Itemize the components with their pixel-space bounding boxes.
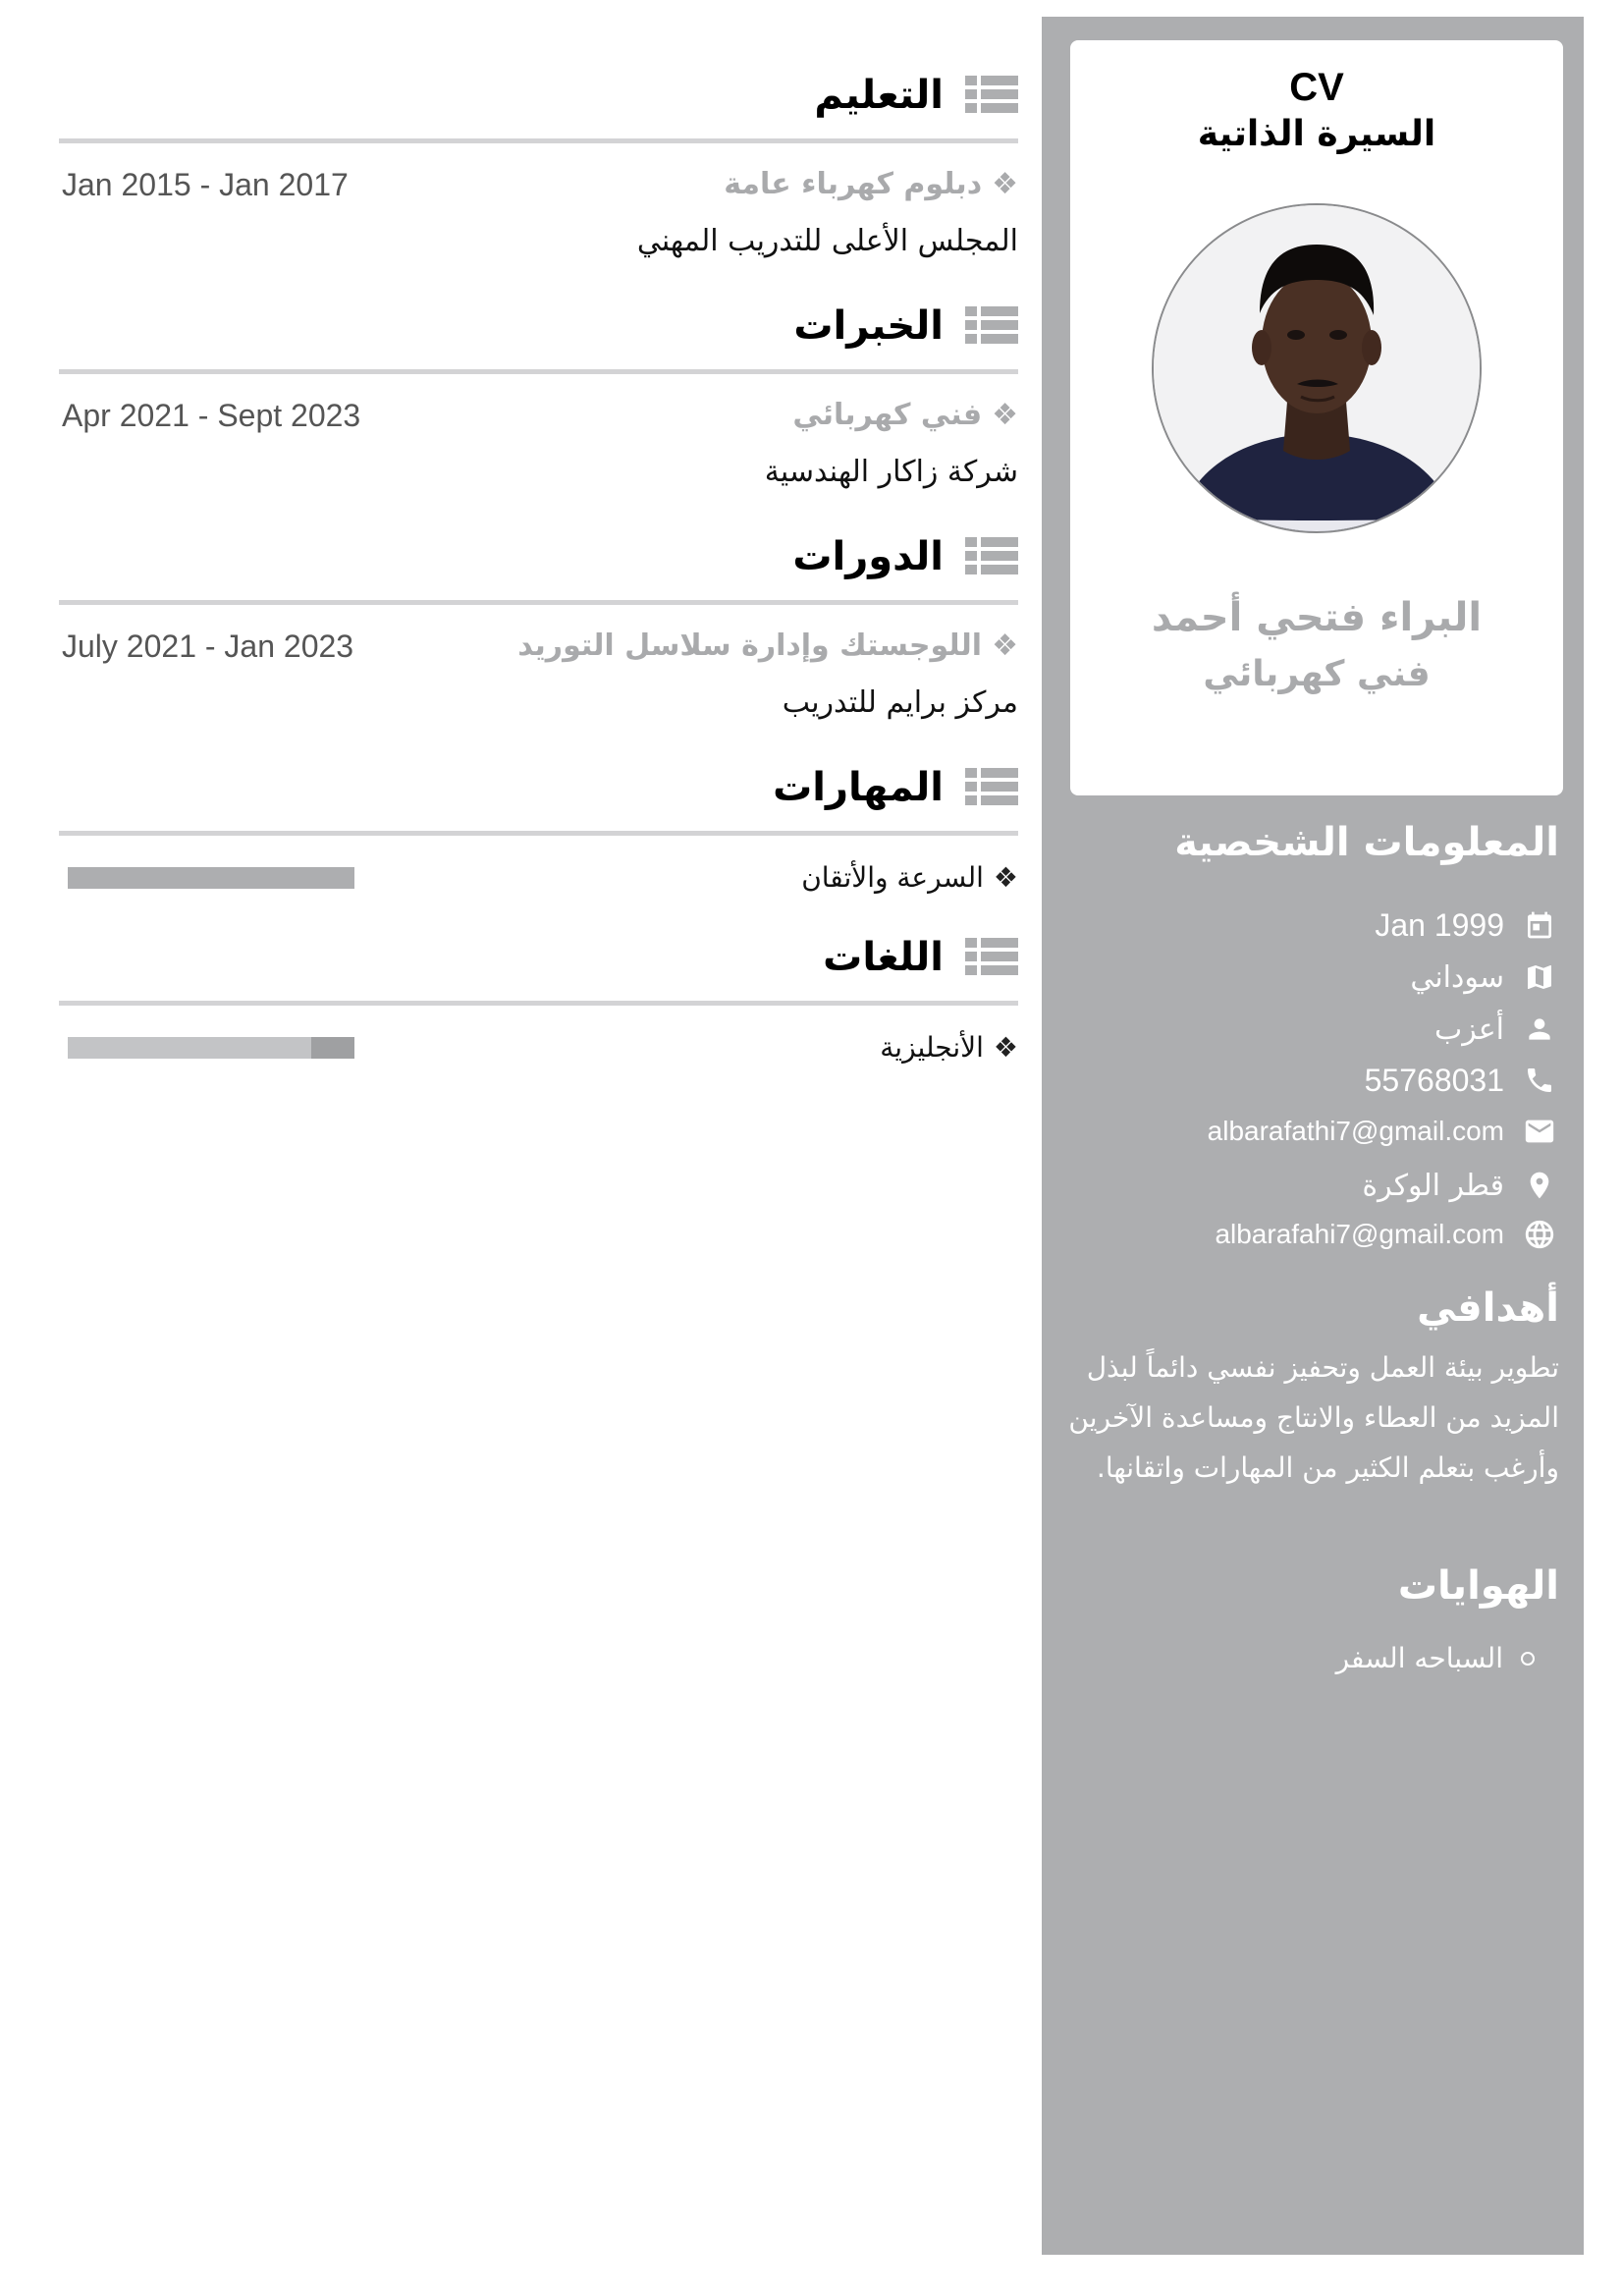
info-row-birthdate [1375, 905, 1559, 945]
section-head-courses [792, 527, 1018, 586]
goals-line: تطوير بيئة العمل وتحفيز نفسي دائماً لبذل [1086, 1351, 1559, 1384]
language-level-fill [68, 1037, 311, 1059]
goals-line: وأرغب بتعلم الكثير من المهارات واتقانها. [1096, 1451, 1559, 1484]
email-icon [1520, 1112, 1559, 1151]
section-title-experience: الخبرات [793, 303, 944, 349]
hobby-text: السباحه السفر [1335, 1642, 1503, 1674]
marital-status-text: أعزب [1433, 1011, 1504, 1047]
profile-card [1070, 40, 1563, 795]
diamond-bullet-icon: ❖ [993, 1031, 1018, 1064]
list-icon [965, 76, 1018, 115]
hobby-item [1336, 1642, 1535, 1674]
location-pin-icon [1520, 1166, 1559, 1205]
phone-icon [1520, 1061, 1559, 1100]
section-title-courses: الدورات [792, 534, 944, 579]
nationality-text: سوداني [1410, 959, 1504, 995]
cv-label: CV [1289, 66, 1344, 109]
experience-item-org: شركة زاكار الهندسية [764, 455, 1018, 489]
education-item-date: Jan 2015 - Jan 2017 [62, 167, 349, 202]
sidebar [1042, 17, 1584, 2255]
list-icon [965, 938, 1018, 977]
info-row-email [1208, 1112, 1559, 1151]
info-row-location [1362, 1166, 1559, 1205]
globe-icon [1520, 1215, 1559, 1254]
experience-item-title: ❖فني كهربائي [792, 398, 1018, 432]
section-head-languages [823, 928, 1018, 987]
experience-item-date: Apr 2021 - Sept 2023 [62, 398, 361, 433]
circle-bullet-icon [1521, 1652, 1535, 1666]
section-divider [59, 600, 1018, 605]
section-divider [59, 138, 1018, 143]
diamond-bullet-icon: ❖ [993, 861, 1018, 894]
skill-level-bar [68, 867, 354, 889]
info-row-marital [1434, 1010, 1559, 1049]
list-icon [965, 537, 1018, 576]
location-text: قطر الوكرة [1362, 1168, 1504, 1203]
portrait-photo [1154, 205, 1480, 531]
list-icon [965, 768, 1018, 807]
language-level-bar [68, 1037, 354, 1059]
cv-subtitle: السيرة الذاتية [1197, 114, 1436, 154]
skill-level-fill [68, 867, 354, 889]
list-icon [965, 306, 1018, 346]
goals-line: المزيد من العطاء والانتاج ومساعدة الآخرين [1068, 1401, 1559, 1434]
map-icon [1520, 957, 1559, 997]
calendar-icon [1520, 905, 1559, 945]
website-text[interactable]: albarafahi7@gmail.com [1215, 1219, 1504, 1249]
skill-item-label: ❖السرعة والأتقان [801, 861, 1018, 894]
goals-title: أهدافي [1417, 1285, 1559, 1331]
section-title-skills: المهارات [773, 765, 944, 810]
phone-text: 55768031 [1364, 1062, 1504, 1098]
course-item-org: مركز برايم للتدريب [782, 685, 1018, 720]
section-head-skills [773, 758, 1018, 817]
language-item-label: ❖الأنجليزية [880, 1031, 1018, 1064]
section-head-experience [793, 297, 1018, 355]
birthdate-text: Jan 1999 [1375, 906, 1504, 943]
info-row-nationality [1410, 957, 1559, 997]
hobbies-title: الهوايات [1397, 1563, 1559, 1609]
info-row-phone [1365, 1061, 1559, 1100]
course-item-title: ❖اللوجستك وإدارة سلاسل التوريد [517, 629, 1018, 663]
person-job-title: فني كهربائي [1203, 654, 1431, 694]
profile-photo [1152, 203, 1482, 533]
course-item-date: July 2021 - Jan 2023 [62, 629, 354, 664]
diamond-bullet-icon: ❖ [992, 629, 1018, 663]
personal-info-title: المعلومات الشخصية [1174, 820, 1559, 865]
section-head-education [814, 66, 1018, 125]
info-row-website [1215, 1215, 1559, 1254]
goals-text [1068, 1342, 1559, 1493]
education-item-org: المجلس الأعلى للتدريب المهني [636, 224, 1018, 258]
email-text[interactable]: albarafathi7@gmail.com [1207, 1116, 1504, 1146]
section-title-education: التعليم [814, 73, 944, 118]
person-icon [1520, 1010, 1559, 1049]
diamond-bullet-icon: ❖ [992, 398, 1018, 432]
section-divider [59, 1001, 1018, 1006]
section-divider [59, 831, 1018, 836]
section-divider [59, 369, 1018, 374]
education-item-title: ❖دبلوم كهرباء عامة [724, 167, 1018, 201]
diamond-bullet-icon: ❖ [992, 167, 1018, 201]
section-title-languages: اللغات [823, 935, 944, 980]
person-name: البراء فتحي أحمد [1151, 595, 1483, 640]
